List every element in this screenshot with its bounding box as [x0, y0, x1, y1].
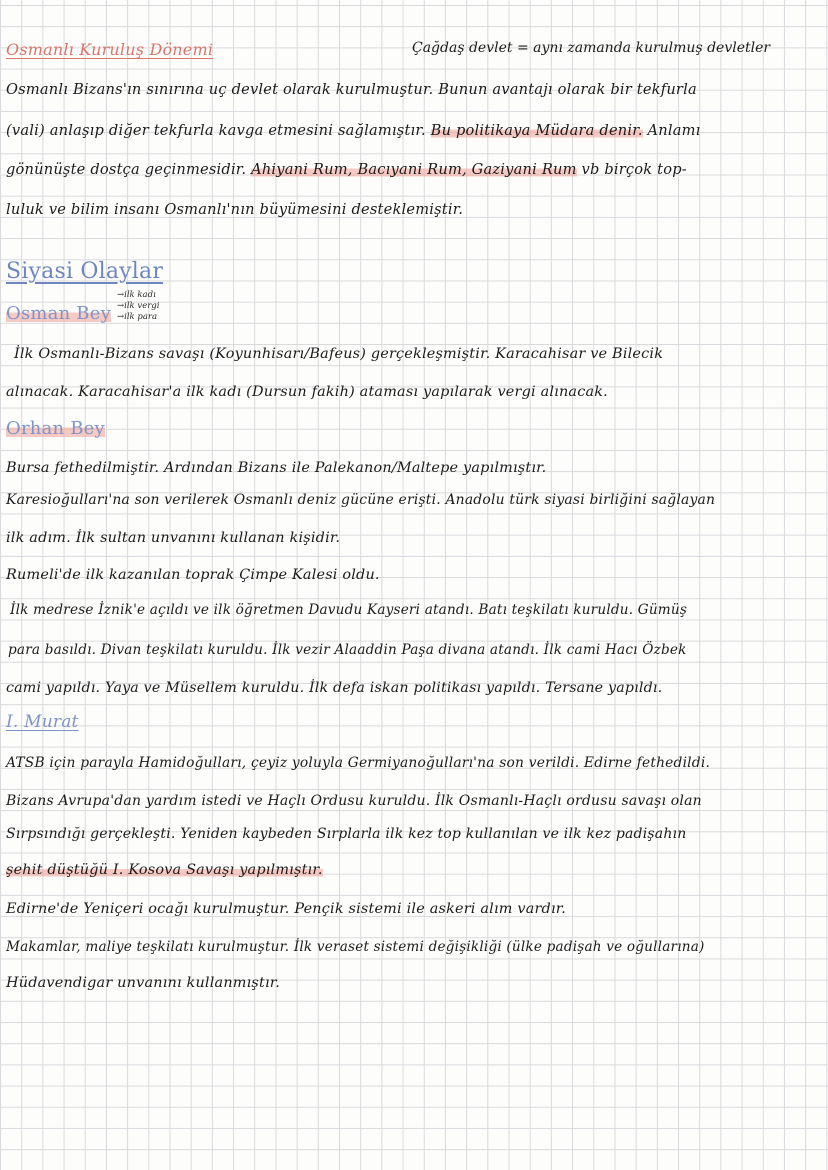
annotation-ilk-kadi: →ilk kadı [117, 290, 156, 300]
text-line: ilk adım. İlk sultan unvanını kullanan kişidir. [6, 530, 341, 546]
text-segment: vb birçok top- [576, 161, 687, 178]
highlighted-title: Orhan Bey [6, 418, 105, 439]
highlighted-text-kosova: şehit düştüğü I. Kosova Savaşı yapılmıştır. [6, 862, 323, 878]
text-line: Rumeli'de ilk kazanılan toprak Çimpe Kalesi oldu. [6, 567, 380, 583]
text-line [6, 121, 701, 141]
text-line: Karesioğulları'na son verilerek Osmanlı deniz gücüne erişti. Anadolu türk siyasi birliğini sağlayan [6, 492, 716, 508]
section-title-siyasi-olaylar: Siyasi Olaylar [6, 259, 164, 284]
subsection-title-orhan-bey [6, 419, 105, 439]
text-line: para basıldı. Divan teşkilatı kuruldu. İlk vezir Alaaddin Paşa divana atandı. İlk cami Hacı Özbek [8, 642, 687, 658]
text-segment: Yeniden kaybeden Sırplarla ilk kez top kullanılan ve ilk kez padişahın [180, 826, 687, 842]
text-line [6, 860, 323, 880]
annotation-ilk-para: →ilk para [117, 312, 158, 322]
text-line: Osmanlı Bizans'ın sınırına uç devlet olarak kurulmuştur. Bunun avantajı olarak bir tekfurla [6, 81, 697, 98]
text-line: Edirne'de Yeniçeri ocağı kurulmuştur. Pençik sistemi ile askeri alım vardır. [6, 901, 567, 917]
annotation-ilk-vergi: →ilk vergi [117, 301, 160, 311]
text-line: Bursa fethedilmiştir. Ardından Bizans ile Palekanon/Maltepe yapılmıştır. [6, 460, 547, 476]
text-line: İlk medrese İznik'e açıldı ve ilk öğretmen Davudu Kayseri atandı. Batı teşkilatı kuruldu. Gümüş [10, 602, 688, 618]
section-title-kurulus: Osmanlı Kuruluş Dönemi [6, 40, 214, 59]
text-line: Makamlar, maliye teşkilatı kurulmuştur. İlk veraset sistemi değişikliği (ülke padişah ve oğullarına) [6, 939, 705, 955]
text-line: İlk Osmanlı-Bizans savaşı (Koyunhisarı/Bafeus) gerçekleşmiştir. Karacahisar ve Bilecik [14, 346, 664, 362]
text-line: luluk ve bilim insanı Osmanlı'nın büyümesini desteklemiştir. [6, 201, 464, 218]
highlighted-text-mudara: Bu politikaya Müdara denir. [430, 122, 643, 139]
text-segment: gönünüşte dostça geçinmesidir. [6, 161, 247, 178]
text-line: Hüdavendigar unvanını kullanmıştır. [6, 975, 281, 991]
highlighted-text-rum: Ahiyani Rum, Bacıyani Rum, Gaziyani Rum [251, 161, 577, 178]
text-line: cami yapıldı. Yaya ve Müsellem kuruldu. İlk defa iskan politikası yapıldı. Tersane yapıldı. [6, 680, 663, 696]
subsection-title-i-murat: I. Murat [6, 712, 79, 732]
text-segment: Sırpsındığı gerçekleşti. [6, 826, 176, 842]
side-note-cagdas-devlet: Çağdaş devlet = aynı zamanda kurulmuş devletler [412, 40, 771, 56]
text-segment: (vali) anlaşıp diğer tekfurla kavga etmesini sağlamıştır. [6, 122, 426, 139]
highlighted-title: Osman Bey [6, 303, 111, 324]
text-line [6, 824, 686, 844]
text-line [6, 160, 687, 180]
text-line: alınacak. Karacahisar'a ilk kadı (Dursun fakih) ataması yapılarak vergi alınacak. [6, 384, 608, 400]
subsection-title-osman-bey [6, 304, 111, 324]
text-line: ATSB için parayla Hamidoğulları, çeyiz yoluyla Germiyanoğulları'na son verildi. Edirne fethedildi. [6, 755, 711, 771]
text-segment: Anlamı [642, 122, 701, 139]
text-line: Bizans Avrupa'dan yardım istedi ve Haçlı Ordusu kuruldu. İlk Osmanlı-Haçlı ordusu savaşı olan [6, 793, 702, 809]
